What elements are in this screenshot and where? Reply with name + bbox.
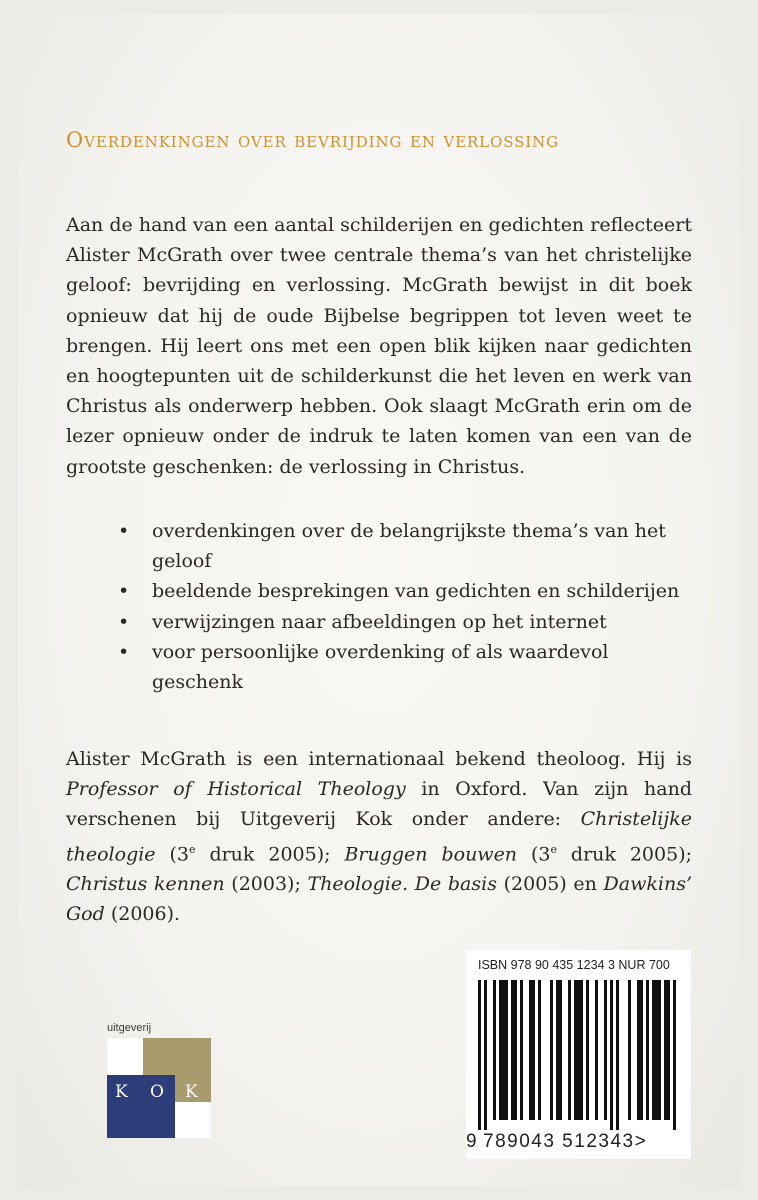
barcode-panel — [466, 950, 691, 1159]
barcode-bar — [478, 980, 481, 1130]
intro-paragraph: Aan de hand van een aantal schilderijen en gedichten reflecteert Alister McGrath over twee centrale thema’s van het christelijke geloof: bevrijding en verlossing. McGrath bewijst in dit boek opnieuw dat hij de oude Bijbelse begrippen tot leven weet te brengen. Hij leert ons met een open blik kijken naar gedichten en hoogtepunten uit de schilderkunst die het leven en werk van Christus als onderwerp hebben. Ook slaagt McGrath erin om de lezer opnieuw onder de indruk te laten komen van een van de grootste geschenken: de verlossing in Christus. — [66, 214, 692, 478]
barcode-bar — [616, 980, 619, 1130]
bio-text: (2003); — [224, 873, 308, 896]
list-item — [66, 576, 692, 606]
barcode-bar — [610, 980, 613, 1130]
isbn-nur-line: ISBN 978 90 435 1234 3 NUR 700 — [478, 958, 670, 972]
list-item — [66, 637, 692, 697]
bullet-icon: • — [118, 610, 130, 633]
list-item — [66, 607, 692, 637]
barcode-first-digit: 9 — [466, 1131, 477, 1152]
bio-text: Alister McGrath is een internationaal bekend theoloog. Hij is — [66, 748, 692, 770]
barcode-bar — [673, 980, 676, 1130]
bio-text: (3 — [517, 842, 551, 865]
publisher-label: uitgeverij — [107, 1022, 152, 1034]
logo-letter: K — [185, 1082, 198, 1102]
superscript: e — [189, 842, 196, 856]
barcode-bar — [484, 980, 487, 1130]
barcode-bar — [538, 980, 541, 1120]
bullet-icon: • — [118, 520, 130, 542]
logo-letter: K — [115, 1082, 128, 1102]
barcode-bar — [550, 980, 553, 1120]
kok-logo — [107, 1038, 211, 1138]
book-title: Dawkins’ God — [66, 873, 692, 926]
superscript: e — [550, 842, 557, 856]
feature-list — [66, 516, 692, 697]
barcode-bar — [520, 980, 523, 1120]
list-item — [66, 516, 692, 576]
bullet-icon: • — [118, 580, 130, 603]
professorship-title: Professor of Historical Theology — [66, 778, 406, 801]
bio-text: (2006). — [104, 903, 181, 926]
book-title: Bruggen bouwen — [344, 842, 518, 865]
barcode-bar — [556, 980, 562, 1120]
logo-letter: O — [150, 1082, 164, 1102]
barcode-end-mark: > — [634, 1131, 648, 1152]
author-bio — [66, 744, 692, 930]
barcode-bar — [499, 980, 508, 1120]
barcode-bar — [628, 980, 631, 1120]
bio-text: druk 2005); — [195, 842, 345, 865]
list-item-text: voor persoonlijke overdenking of als waardevol geschenk — [152, 640, 609, 694]
barcode-bar — [574, 980, 583, 1120]
barcode-bar — [529, 980, 535, 1120]
barcode-bar — [604, 980, 607, 1120]
barcode-bar — [586, 980, 589, 1120]
list-item-text: overdenkingen over de belangrijkste thema’s van het geloof — [152, 520, 666, 573]
logo-letters — [107, 1082, 211, 1106]
barcode-graphic — [466, 980, 691, 1130]
book-title: Theologie. De basis — [307, 873, 497, 896]
barcode-bar — [493, 980, 496, 1120]
book-title: Christelijke theologie — [66, 808, 692, 865]
bullet-icon: • — [118, 640, 130, 663]
barcode-bar — [595, 980, 598, 1120]
barcode-bar — [568, 980, 571, 1120]
cover-subtitle: Overdenkingen over bevrijding en verlossing — [66, 128, 560, 152]
barcode-digit-groups: 789043 512343 — [483, 1131, 635, 1152]
barcode-bar — [652, 980, 661, 1120]
barcode-bar — [664, 980, 670, 1120]
bio-text: in Oxford. Van zijn hand verschenen bij Uitgeverij Kok onder andere: — [66, 778, 693, 831]
barcode-bar — [637, 980, 643, 1120]
bio-text: druk 2005); — [557, 842, 693, 865]
book-title: Christus kennen — [66, 873, 225, 896]
barcode-bar — [646, 980, 649, 1120]
bio-text: (3 — [155, 842, 189, 865]
barcode-bar — [511, 980, 517, 1120]
barcode-digits — [483, 1131, 647, 1153]
bio-text: (2005) en — [496, 873, 604, 896]
list-item-text: beeldende besprekingen van gedichten en schilderijen — [152, 580, 680, 603]
list-item-text: verwijzingen naar afbeeldingen op het internet — [152, 610, 607, 633]
